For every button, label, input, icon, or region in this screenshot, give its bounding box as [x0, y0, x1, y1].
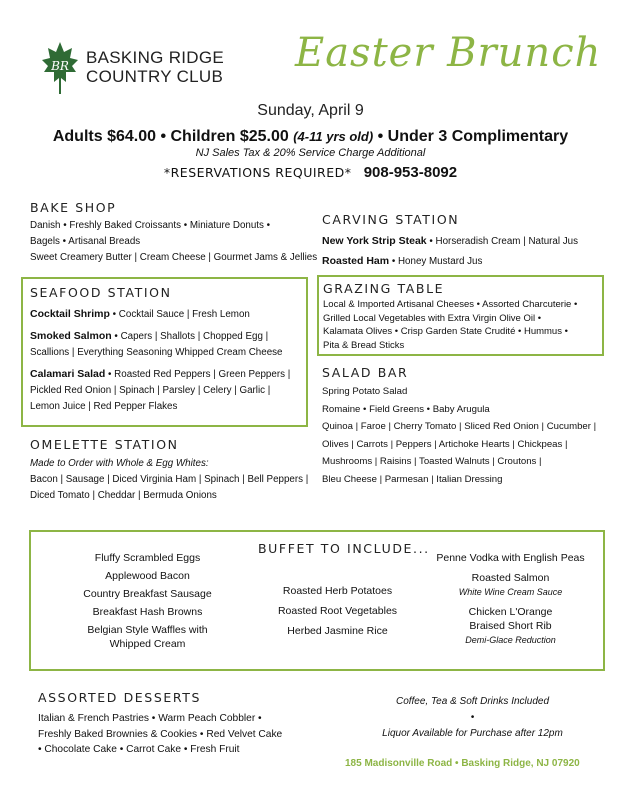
- price-line: [0, 128, 621, 146]
- seafood-title: SEAFOOD STATION: [30, 285, 172, 300]
- carving-ham-extras: • Honey Mustard Jus: [389, 256, 483, 267]
- drinks-included: Coffee, Tea & Soft Drinks Included: [395, 696, 550, 707]
- event-title: Easter Brunch: [295, 30, 602, 76]
- salad-line-4: Olives | Carrots | Peppers | Artichoke Hearts | Chickpeas |: [322, 438, 568, 450]
- salad-items: [322, 383, 617, 488]
- omelette-line-2: Diced Tomato | Cheddar | Bermuda Onions: [30, 490, 217, 501]
- desserts-items: [38, 711, 328, 758]
- buffet-item: Applewood Bacon: [105, 570, 190, 582]
- event-date: Sunday, April 9: [257, 102, 364, 119]
- grazing-line-3: Kalamata Olives • Crisp Garden State Crudité • Hummus •: [323, 326, 568, 337]
- price-under3: • Under 3 Complimentary: [377, 128, 569, 145]
- carving-ham: Roasted Ham: [322, 255, 390, 267]
- bake-shop-items: [30, 218, 320, 266]
- seafood-salmon-extras: • Capers | Shallots | Chopped Egg |: [111, 331, 269, 342]
- svg-text:BR: BR: [51, 59, 69, 73]
- seafood-items: [30, 306, 305, 415]
- buffet-item: Penne Vodka with English Peas: [436, 552, 585, 564]
- desserts-line-2: Freshly Baked Brownies & Cookies • Red Velvet Cake: [38, 728, 283, 740]
- buffet-item: Roasted Root Vegetables: [277, 605, 398, 617]
- club-address: 185 Madisonville Road • Basking Ridge, NJ 07920: [345, 758, 580, 769]
- seafood-line-6: Lemon Juice | Red Pepper Flakes: [30, 401, 178, 412]
- tax-note: NJ Sales Tax & 20% Service Charge Additional: [195, 147, 426, 159]
- buffet-left-column: [60, 551, 235, 655]
- omelette-title: OMELETTE STATION: [30, 437, 179, 452]
- buffet-middle-column: [250, 584, 425, 642]
- club-name-line2: COUNTRY CLUB: [86, 67, 224, 86]
- buffet-title: BUFFET TO INCLUDE...: [258, 541, 430, 556]
- club-name-line1: BASKING RIDGE: [86, 48, 225, 67]
- bake-line-2: Bagels • Artisanal Breads: [30, 236, 141, 247]
- club-logo: [40, 40, 80, 96]
- grazing-line-1: Local & Imported Artisanal Cheeses • Assorted Charcuterie •: [323, 299, 578, 310]
- buffet-item: Fluffy Scrambled Eggs: [94, 552, 201, 564]
- salad-title: SALAD BAR: [322, 365, 409, 380]
- seafood-calamari: Calamari Salad: [30, 368, 106, 380]
- reservation-line: [0, 164, 621, 181]
- drinks-separator: •: [470, 712, 475, 723]
- seafood-calamari-extras: • Roasted Red Peppers | Green Peppers |: [105, 369, 291, 380]
- price-adults-children: Adults $64.00 • Children $25.00: [52, 128, 289, 145]
- grazing-line-2: Grilled Local Vegetables with Extra Virgin Olive Oil •: [323, 312, 542, 324]
- salad-line-5: Mushrooms | Raisins | Toasted Walnuts | Croutons |: [322, 456, 542, 467]
- buffet-item: Roasted Herb Potatoes: [282, 585, 393, 597]
- salad-line-1: Spring Potato Salad: [322, 386, 408, 397]
- omelette-line-1: Bacon | Sausage | Diced Virginia Ham | Spinach | Bell Peppers |: [30, 474, 309, 485]
- drinks-note: [340, 695, 605, 741]
- buffet-item: Country Breakfast Sausage: [83, 588, 212, 600]
- grazing-items: [323, 298, 603, 352]
- grazing-title: GRAZING TABLE: [323, 281, 445, 296]
- club-name: [86, 48, 224, 86]
- salad-line-6: Bleu Cheese | Parmesan | Italian Dressing: [322, 473, 503, 485]
- seafood-line-3: Scallions | Everything Seasoning Whipped Cream Cheese: [30, 347, 283, 358]
- liquor-note: Liquor Available for Purchase after 12pm: [382, 728, 563, 739]
- seafood-shrimp: Cocktail Shrimp: [30, 308, 110, 320]
- buffet-item: Belgian Style Waffles with: [87, 624, 208, 636]
- maple-leaf-icon: [40, 40, 80, 96]
- omelette-items: [30, 456, 320, 504]
- buffet-item: Breakfast Hash Browns: [92, 606, 203, 618]
- children-age-note: (4-11 yrs old): [293, 129, 374, 144]
- buffet-item: Whipped Cream: [109, 638, 186, 650]
- grazing-line-4: Pita & Bread Sticks: [323, 339, 405, 351]
- desserts-line-1: Italian & French Pastries • Warm Peach Cobbler •: [38, 713, 262, 724]
- seafood-salmon: Smoked Salmon: [30, 330, 112, 342]
- salad-line-2: Romaine • Field Greens • Baby Arugula: [322, 403, 490, 415]
- omelette-subtitle: Made to Order with Whole & Egg Whites:: [30, 458, 209, 469]
- bake-shop-title: BAKE SHOP: [30, 200, 117, 215]
- buffet-item: Herbed Jasmine Rice: [287, 625, 388, 637]
- bake-line-1: Danish • Freshly Baked Croissants • Miniature Donuts •: [30, 220, 271, 231]
- bake-line-3: Sweet Creamery Butter | Cream Cheese | Gourmet Jams & Jellies: [30, 252, 318, 263]
- buffet-item: Roasted Salmon: [471, 572, 550, 584]
- buffet-item-note: White Wine Cream Sauce: [458, 587, 563, 597]
- desserts-title: ASSORTED DESSERTS: [38, 690, 202, 705]
- seafood-line-5: Pickled Red Onion | Spinach | Parsley | Celery | Garlic |: [30, 385, 271, 396]
- salad-line-3: Quinoa | Faroe | Cherry Tomato | Sliced Red Onion | Cucumber |: [322, 421, 597, 432]
- desserts-line-3: • Chocolate Cake • Carrot Cake • Fresh Fruit: [38, 744, 240, 755]
- carving-steak: New York Strip Steak: [322, 235, 427, 247]
- phone-number[interactable]: 908-953-8092: [363, 164, 458, 181]
- buffet-item: Braised Short Rib: [469, 620, 552, 632]
- buffet-right-column: [418, 551, 603, 651]
- buffet-item-note: Demi-Glace Reduction: [465, 635, 556, 645]
- carving-title: CARVING STATION: [322, 212, 460, 227]
- carving-steak-extras: • Horseradish Cream | Natural Jus: [426, 236, 579, 247]
- seafood-shrimp-extras: • Cocktail Sauce | Fresh Lemon: [109, 309, 250, 320]
- carving-items: [322, 233, 612, 270]
- buffet-item: Chicken L'Orange: [468, 606, 553, 618]
- reservations-required: *RESERVATIONS REQUIRED*: [163, 165, 352, 180]
